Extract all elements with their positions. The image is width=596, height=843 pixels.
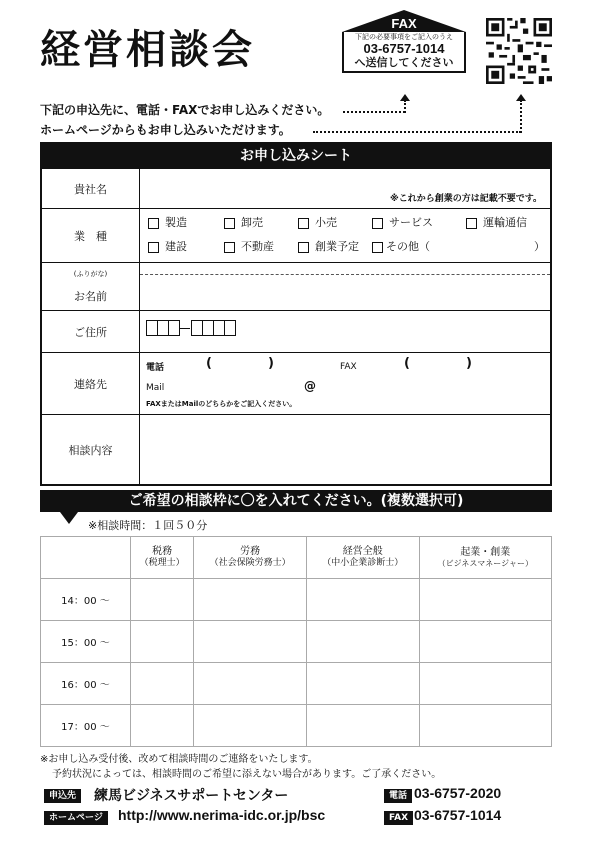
checkbox-label: 運輸通信 [483,216,527,229]
consult-label: 相談内容 [42,415,140,484]
intro-line-1: 下記の申込先に、電話・FAXでお申し込みください。 [40,103,330,117]
checkbox-box[interactable] [148,242,159,253]
slot-cell[interactable] [131,705,194,747]
other-close-paren: ） [534,240,545,253]
fax-number: 03-6757-1014 [363,40,445,56]
checkbox-box[interactable] [298,218,309,229]
time-label: 16：00 〜 [41,663,131,705]
slot-cell[interactable] [306,621,419,663]
slot-cell[interactable] [306,663,419,705]
mail-label: Mail [146,383,165,393]
fax-number-footer: 03-6757-1014 [414,807,502,823]
checkbox-box[interactable] [372,218,383,229]
tel-label: 電話 [146,363,165,373]
furigana-label: (ふりがな) [73,270,108,279]
checkbox-industry[interactable] [224,214,263,230]
checkbox-box[interactable] [372,242,383,253]
table-row [41,621,552,663]
column-header [131,537,194,579]
contact-field[interactable] [140,353,550,414]
name-row [42,262,550,310]
consult-field[interactable] [140,415,550,484]
schedule-table [40,536,552,747]
checkbox-label: 創業予定 [315,240,359,253]
slot-cell[interactable] [194,579,307,621]
checkbox-label: 不動産 [241,240,274,253]
contact-row [42,352,550,414]
name-field[interactable] [140,263,550,310]
page-title: 経営相談会 [40,27,255,73]
qr-code-icon[interactable] [486,18,552,84]
schedule-banner: ご希望の相談枠に〇を入れてください。(複数選択可) [40,490,552,512]
fax-callout [342,10,466,73]
intro-line-2: ホームページからもお申し込みいただけます。 [40,123,291,137]
slot-cell[interactable] [306,579,419,621]
checkbox-industry[interactable] [148,214,187,230]
company-label: 貴社名 [42,169,140,208]
fax-note: 下記の必要事項をご記入のうえ [355,33,453,41]
note-line-1: ※お申し込み受付後、改めて相談時間のご連絡をいたします。 [40,754,318,765]
checkbox-industry[interactable] [372,214,433,230]
checkbox-box[interactable] [298,242,309,253]
at-mark: @ [304,379,316,393]
contact-label: 連絡先 [42,353,140,414]
checkbox-label: サービス [389,216,433,229]
slot-cell[interactable] [194,705,307,747]
checkbox-industry[interactable] [148,238,187,254]
website-tag: ホームページ [44,811,108,825]
column-name: 労務 [240,546,261,558]
website-link[interactable]: http://www.nerima-idc.or.jp/bsc [118,807,326,823]
dotted-leader-1 [343,111,405,113]
tel-paren-close: ) [268,356,274,371]
fax-paren-close: ) [466,356,472,371]
slot-cell[interactable] [194,663,307,705]
column-name: 経営全般 [342,546,383,558]
checkbox-label: 製造 [165,216,187,229]
column-sub: （社会保険労務士） [209,558,291,569]
schedule-corner-cell [41,537,131,579]
company-note: ※これから創業の方は記載不要です。 [389,194,542,204]
checkbox-box[interactable] [466,218,477,229]
company-row [42,168,550,208]
duration-note: ※相談時間：１回５０分 [88,519,208,532]
note-line-2: 予約状況によっては、相談時間のご希望に添えない場合があります。ご了承ください。 [52,769,442,780]
name-label: お名前 [74,289,107,303]
fax-tag: FAX [384,811,413,825]
checkbox-industry[interactable] [466,214,527,230]
slot-cell[interactable] [131,621,194,663]
contact-note: FAXまたはMailのどちらかをご記入ください。 [146,400,297,408]
checkbox-box[interactable] [224,218,235,229]
fax-label: FAX [391,16,417,31]
arrow-up-icon [400,94,410,101]
slot-cell[interactable] [131,579,194,621]
organization-name: 練馬ビジネスサポートセンター [94,788,289,804]
checkbox-label: 建設 [165,240,187,253]
industry-row [42,208,550,262]
table-row [41,579,552,621]
checkbox-label: その他（ [386,240,430,253]
fax-field-label: FAX [340,362,357,372]
dotted-leader-2-vertical [520,100,522,133]
checkbox-industry-other[interactable] [372,238,430,254]
company-field[interactable] [140,169,550,208]
column-name: 起業・創業 [460,546,511,558]
checkbox-industry[interactable] [298,214,337,230]
checkbox-label: 小売 [315,216,337,229]
table-row [41,705,552,747]
checkbox-industry[interactable] [298,238,359,254]
fax-paren-open: ( [404,356,410,371]
furigana-divider [140,274,550,275]
time-label: 14：00 〜 [41,579,131,621]
industry-label: 業 種 [42,209,140,262]
column-name: 税務 [152,546,173,558]
column-header [306,537,419,579]
column-header [194,537,307,579]
postal-code-boxes[interactable] [146,320,235,336]
arrow-up-icon [516,94,526,101]
dotted-leader-1-vertical [404,100,406,113]
slot-cell[interactable] [419,705,551,747]
slot-cell[interactable] [306,705,419,747]
industry-options [140,209,550,262]
time-label: 17：00 〜 [41,705,131,747]
slot-cell[interactable] [194,621,307,663]
column-header [419,537,551,579]
tel-paren-open: ( [206,356,212,371]
slot-cell[interactable] [419,579,551,621]
consult-row [42,414,550,484]
apply-tag: 申込先 [44,789,81,803]
checkbox-label: 卸売 [241,216,263,229]
fax-send-text: へ送信してください [354,55,454,69]
column-sub: （中小企業診断士） [322,558,404,569]
column-sub: （ビジネスマネージャー） [437,558,533,568]
schedule-header-row [41,537,552,579]
name-label-group [42,263,140,310]
phone-tag: 電話 [384,789,412,803]
table-row [41,663,552,705]
dotted-leader-2 [313,131,521,133]
slot-cell[interactable] [131,663,194,705]
banner-pointer [60,512,78,524]
address-field[interactable] [140,311,550,352]
address-row [42,310,550,352]
application-form [40,142,552,486]
slot-cell[interactable] [419,663,551,705]
checkbox-box[interactable] [148,218,159,229]
checkbox-industry[interactable] [224,238,274,254]
column-sub: （税理士） [139,558,185,569]
checkbox-box[interactable] [224,242,235,253]
time-label: 15：00 〜 [41,621,131,663]
slot-cell[interactable] [419,621,551,663]
address-label: ご住所 [42,311,140,352]
phone-number: 03-6757-2020 [414,785,502,801]
form-header: お申し込みシート [42,144,550,168]
